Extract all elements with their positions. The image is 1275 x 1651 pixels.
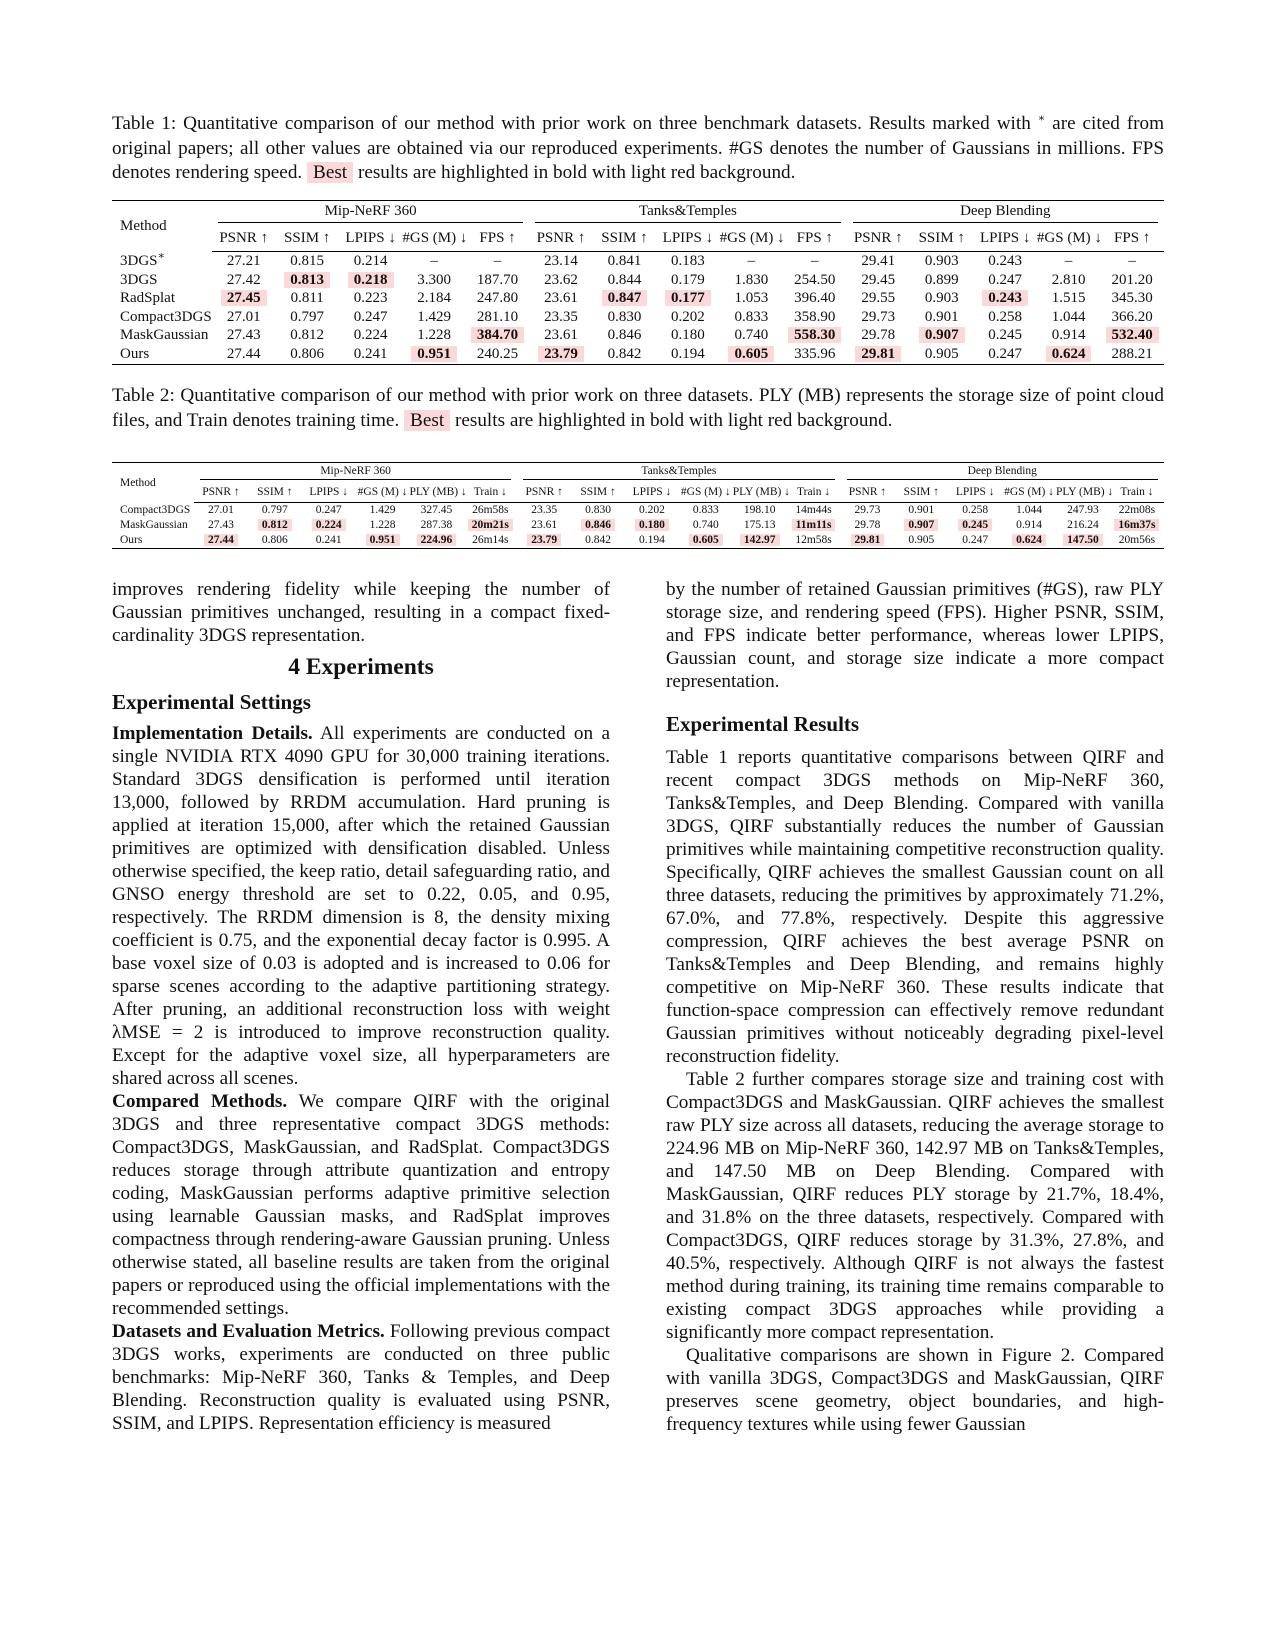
metric-header: #GS (M) ↓ [720,225,783,252]
value-cell: 0.812 [290,327,325,344]
value-cell: 11m11s [787,518,841,533]
table-row [112,345,1164,364]
metric-header: PSNR ↑ [194,482,248,503]
value-cell: – [747,253,756,269]
left-body [112,722,610,1435]
value-cell: 0.907 [894,518,948,533]
value-cell: 0.815 [290,253,325,269]
table-row [112,326,1164,345]
metric-header: LPIPS ↓ [656,225,719,252]
value-cell: 16m37s [1110,518,1164,533]
value-cell: 247.80 [476,290,519,307]
value-cell: 27.21 [226,253,261,269]
value-cell: 23.79 [517,533,571,549]
value-cell: 0.833 [734,308,769,325]
value-cell: 0.241 [339,345,402,364]
value-cell: 0.258 [988,308,1023,325]
metric-header: LPIPS ↓ [302,482,356,503]
value-cell: 0.812 [248,518,302,533]
value-cell: 0.202 [671,308,705,325]
metric-header: PSNR ↑ [847,225,910,252]
metric-header: SSIM ↑ [248,482,302,503]
table-row [112,252,1164,271]
value-cell: 0.624 [1002,533,1056,549]
value-cell: 0.901 [924,308,959,325]
right-intro-paragraph: by the number of retained Gaussian primitives (#GS), raw PLY storage size, and rendering speed (FPS). Higher PSNR, SSIM, and FPS indicate better performance, whereas lower LPIPS, Gaussian count, and storage size indicate a more compact representation. [666,579,1164,692]
subsection-heading: Experimental Settings [112,690,311,714]
method-cell: Compact3DGS [120,308,212,325]
value-cell: 0.905 [894,533,948,549]
value-cell: 0.194 [625,533,679,549]
value-cell: 0.914 [1051,327,1086,344]
value-cell: 29.78 [854,519,881,531]
value-cell: 187.70 [476,271,519,288]
value-cell: 287.38 [420,519,453,531]
value-cell: 0.830 [585,504,611,516]
value-cell: 1.044 [1016,504,1042,516]
value-cell: 1.228 [417,327,451,344]
value-cell: – [430,253,438,269]
table2 [112,462,1164,549]
value-cell: 345.30 [1111,290,1153,307]
value-cell: 27.43 [226,327,261,344]
value-cell: 0.241 [302,533,356,549]
value-cell: 27.44 [212,345,275,364]
value-cell: 29.45 [861,271,896,288]
value-cell: 29.55 [861,290,896,307]
metric-header: PSNR ↑ [841,482,895,503]
value-cell: 0.624 [1037,345,1100,364]
value-cell: 0.247 [353,308,388,325]
metric-header: PSNR ↑ [212,225,275,252]
value-cell: 26m58s [472,504,509,516]
metric-header: #GS (M) ↓ [679,482,733,503]
value-cell: 0.914 [1016,519,1042,531]
value-cell: 1.053 [734,290,769,307]
method-cell: MaskGaussian [120,327,209,344]
value-cell: 27.42 [226,271,261,288]
compared-methods-paragraph: Compared Methods. We compare QIRF with the original 3DGS and three representative compact 3DGS methods: Compact3DGS, MaskGaussian, and RadSplat. Compact3DGS reduces storage through attribute quantization and entropy coding, MaskGaussian performs adaptive primitive selection using learnable Gaussian masks, and RadSplat improves compactness through rendering-aware Gaussian pruning. Unless otherwise stated, all baseline results are taken from the original papers or reproduced using the official implementations with the recommended settings. [112,1091,610,1319]
value-cell: 23.61 [531,519,558,531]
value-cell: 29.73 [854,504,881,516]
value-cell: 2.810 [1051,271,1086,288]
value-cell: 2.184 [417,290,451,307]
value-cell: 0.243 [973,289,1036,308]
value-cell: 22m08s [1118,504,1156,516]
method-cell: Ours [112,345,212,364]
value-cell: 0.258 [962,504,989,516]
value-cell: 23.79 [529,345,592,364]
metric-header: PLY (MB) ↓ [410,482,464,503]
table1 [112,200,1164,365]
metric-header: #GS (M) ↓ [1002,482,1056,503]
metric-header: #GS (M) ↓ [402,225,465,252]
value-cell: 0.180 [671,327,705,344]
value-cell: 0.223 [353,290,388,307]
value-cell: 0.903 [924,290,959,307]
value-cell: 0.179 [671,271,705,288]
value-cell: 29.81 [847,345,910,364]
value-cell: 0.247 [988,271,1023,288]
metric-header: PLY (MB) ↓ [1056,482,1110,503]
value-cell: 532.40 [1100,326,1164,345]
table-row [112,308,1164,327]
metric-header: PSNR ↑ [517,482,571,503]
value-cell: 0.842 [571,533,625,549]
value-cell: 0.243 [988,253,1023,269]
metric-header: SSIM ↑ [894,482,948,503]
value-cell: 0.224 [302,518,356,533]
metric-header: #GS (M) ↓ [356,482,410,503]
value-cell: 0.813 [275,271,338,290]
value-cell: 12m58s [787,533,841,549]
metric-header: SSIM ↑ [275,225,338,252]
value-cell: 0.846 [607,327,642,344]
group-header: Mip-NeRF 360 [212,201,529,226]
metric-header: LPIPS ↓ [625,482,679,503]
value-cell: 29.78 [861,327,896,344]
metric-header: FPS ↑ [783,225,846,252]
value-cell: 384.70 [466,326,529,345]
method-cell: Ours [112,533,194,549]
value-cell: 0.247 [315,504,342,516]
value-cell: 29.81 [841,533,895,549]
value-cell: 14m44s [795,504,832,516]
value-cell: 0.951 [402,345,465,364]
table-row [112,289,1164,308]
table2-caption: Table 2: Quantitative comparison of our method with prior work on three datasets. PLY (MB) represents the storage size of point cloud files, and Train denotes training time. Best results are highlighted in bold with light red background. [112,385,1164,431]
method-header: Method [112,201,212,252]
value-cell: 224.96 [410,533,464,549]
method-cell: MaskGaussian [120,519,188,531]
value-cell: – [1128,253,1136,269]
value-cell: 327.45 [420,504,453,516]
metric-header: PSNR ↑ [529,225,592,252]
value-cell: 0.740 [692,519,719,531]
value-cell: – [1064,253,1073,269]
value-cell: 147.50 [1056,533,1110,549]
table-row [112,533,1164,549]
value-cell: 0.797 [261,504,288,516]
value-cell: 281.10 [476,308,519,325]
metric-header: SSIM ↑ [910,225,973,252]
value-cell: 0.899 [924,271,959,288]
value-cell: 0.797 [290,308,325,325]
value-cell: 0.847 [593,289,656,308]
method-cell: RadSplat [120,290,175,307]
value-cell: 0.218 [339,271,402,290]
value-cell: 142.97 [733,533,787,549]
metric-header: FPS ↑ [1100,225,1164,252]
group-header: Tanks&Temples [529,201,846,226]
metric-header: Train ↓ [787,482,841,503]
value-cell: 0.833 [692,504,719,516]
method-header: Method [112,463,194,503]
datasets-paragraph: Datasets and Evaluation Metrics. Following previous compact 3DGS works, experiments are conducted on three public benchmarks: Mip-NeRF 360, Tanks & Temples, and Deep Blending. Reconstruction quality is evaluated using PSNR, SSIM, and LPIPS. Representation efficiency is measured [112,1321,611,1434]
best-highlight-sample: Best [404,410,450,431]
value-cell: 20m56s [1110,533,1164,549]
value-cell: 1.429 [417,308,451,325]
value-cell: 0.194 [656,345,719,364]
value-cell: 0.605 [720,345,783,364]
results-paragraph: Table 1 reports quantitative comparisons between QIRF and recent compact 3DGS methods on Mip-NeRF 360, Tanks&Temples, and Deep Blending. Compared with vanilla 3DGS, QIRF substantially reduces the number of Gaussian primitives while maintaining competitive reconstruction quality. Specifically, QIRF achieves the smallest Gaussian count on all three datasets, reducing the primitives by approximately 71.2%, 67.0%, and 77.8%, respectively. Despite this aggressive compression, QIRF achieves the best average PSNR on Tanks&Temples and Deep Blending, and remains highly competitive on Mip-NeRF 360. These results indicate that function-space compression can effectively remove redundant Gaussian primitives without noticeably degrading pixel-level reconstruction fidelity. [666,747,1164,1067]
group-header: Deep Blending [847,201,1164,226]
metric-header: #GS (M) ↓ [1037,225,1100,252]
value-cell: 27.01 [208,504,234,516]
value-cell: 0.214 [353,253,388,269]
section-heading: 4 Experiments [288,654,434,680]
value-cell: 0.846 [571,518,625,533]
value-cell: – [493,253,502,269]
storage-paragraph: Table 2 further compares storage size and training cost with Compact3DGS and MaskGaussian. QIRF achieves the smallest raw PLY size across all datasets, reducing the average storage to 224.96 MB on Mip-NeRF 360, 142.97 MB on Tanks&Temples, and 147.50 MB on Deep Blending. Compared with MaskGaussian, QIRF reduces PLY storage by 21.7%, 18.4%, and 31.8% on the three datasets, respectively. Compared with Compact3DGS, QIRF reduces storage by 31.3%, 27.8%, and 40.5%, respectively. Although QIRF is not always the fastest method during training, its training time remains comparable to existing compact 3DGS approaches while providing a significantly more compact representation. [666,1069,1164,1343]
right-body [666,746,1164,1436]
value-cell: 1.228 [369,519,396,531]
value-cell: 0.245 [988,327,1023,344]
value-cell: 23.35 [544,308,578,325]
value-cell: 27.44 [194,533,248,549]
subsection-heading: Experimental Results [666,712,860,736]
value-cell: 23.35 [531,504,558,516]
value-cell: 23.61 [544,290,578,307]
value-cell: 0.183 [671,253,705,269]
value-cell: 0.841 [607,253,642,269]
value-cell: 0.907 [910,326,973,345]
value-cell: 366.20 [1111,308,1153,325]
table-row [112,271,1164,290]
table-row [112,503,1164,519]
value-cell: 26m14s [463,533,517,549]
value-cell: 29.73 [861,308,896,325]
value-cell: 254.50 [794,271,836,288]
left-intro-paragraph: improves rendering fidelity while keeping the number of Gaussian primitives unchanged, resulting in a compact fixed-cardinality 3DGS representation. [112,579,610,646]
value-cell: 0.740 [734,327,769,344]
value-cell: 23.14 [544,253,578,269]
table1-caption: Table 1: Quantitative comparison of our method with prior work on three benchmark datasets. Results marked with ∗ are cited from original papers; all other values are obtained via our reproduced experiments. #GS denotes the number of Gaussians in millions. FPS denotes rendering speed. Best results are highlighted in bold with light red background. [112,112,1165,183]
value-cell: 0.903 [924,253,959,269]
value-cell: 1.429 [369,504,396,516]
value-cell: 216.24 [1067,519,1099,531]
value-cell: 0.247 [973,345,1036,364]
value-cell: 247.93 [1067,504,1099,516]
value-cell: 0.177 [656,289,719,308]
value-cell: 201.20 [1111,271,1153,288]
value-cell: 288.21 [1100,345,1164,364]
value-cell: 335.96 [783,345,846,364]
metric-header: Train ↓ [1110,482,1164,503]
value-cell: 0.951 [356,533,410,549]
value-cell: 3.300 [417,271,451,288]
best-highlight-sample: Best [307,162,353,183]
metric-header: PLY (MB) ↓ [733,482,787,503]
value-cell: 0.901 [908,504,935,516]
value-cell: 0.830 [607,308,642,325]
metric-header: Train ↓ [463,482,517,503]
value-cell: 20m21s [463,518,517,533]
value-cell: 558.30 [783,326,846,345]
table-row [112,518,1164,533]
metric-header: SSIM ↑ [593,225,656,252]
value-cell: 240.25 [466,345,529,364]
method-cell: 3DGS∗ [120,249,165,269]
value-cell: 1.515 [1051,290,1086,307]
value-cell: 0.842 [593,345,656,364]
value-cell: 0.247 [948,533,1002,549]
value-cell: 27.43 [208,519,234,531]
metric-header: SSIM ↑ [571,482,625,503]
value-cell: 396.40 [794,290,836,307]
implementation-paragraph: Implementation Details. All experiments are conducted on a single NVIDIA RTX 4090 GPU for 30,000 training iterations. Standard 3DGS densification is performed until iteration 13,000, followed by RRDM accumulation. Hard pruning is applied at iteration 15,000, after which the retained Gaussian primitives are optimized with densification disabled. Unless otherwise specified, the keep ratio, detail safeguarding ratio, and GNSO energy threshold are set to 0.22, 0.05, and 0.95, respectively. The RRDM dimension is 8, the density mixing coefficient is 0.75, and the exponential decay factor is 0.995. A base voxel size of 0.03 is adopted and is increased to 0.06 for sparse scenes according to the adaptive partitioning strategy. After pruning, an additional reconstruction loss with weight λMSE = 2 is introduced to improve reconstruction quality. Except for the adaptive voxel size, all hyperparameters are shared across all scenes. [112,723,610,1089]
metric-header: FPS ↑ [466,225,529,252]
value-cell: 23.61 [544,327,578,344]
group-header: Deep Blending [841,463,1165,483]
method-cell: 3DGS [120,271,158,288]
metric-header: LPIPS ↓ [339,225,402,252]
value-cell: 27.01 [226,308,261,325]
value-cell: 0.180 [625,518,679,533]
group-header: Mip-NeRF 360 [194,463,517,483]
value-cell: 29.41 [861,253,896,269]
value-cell: 0.806 [248,533,302,549]
metric-header: LPIPS ↓ [973,225,1036,252]
method-cell: Compact3DGS [120,503,191,516]
metric-header: LPIPS ↓ [948,482,1002,503]
value-cell: 0.224 [353,327,388,344]
value-cell: 0.844 [607,271,642,288]
value-cell: 0.605 [679,533,733,549]
qualitative-paragraph: Qualitative comparisons are shown in Figure 2. Compared with vanilla 3DGS, Compact3DGS and MaskGaussian, QIRF preserves scene geometry, object boundaries, and high-frequency textures while using fewer Gaussian [666,1345,1164,1435]
value-cell: 23.62 [544,271,578,288]
value-cell: 27.45 [212,289,275,308]
value-cell: 358.90 [794,308,836,325]
value-cell: 0.245 [948,518,1002,533]
value-cell: 175.13 [743,519,776,531]
group-header: Tanks&Temples [517,463,840,483]
value-cell: 0.905 [910,345,973,364]
value-cell: 1.830 [734,271,769,288]
value-cell: 0.806 [275,345,338,364]
value-cell: 1.044 [1051,308,1086,325]
value-cell: 0.202 [639,504,665,516]
value-cell: – [811,253,819,269]
value-cell: 198.10 [743,504,776,516]
value-cell: 0.811 [290,290,324,307]
